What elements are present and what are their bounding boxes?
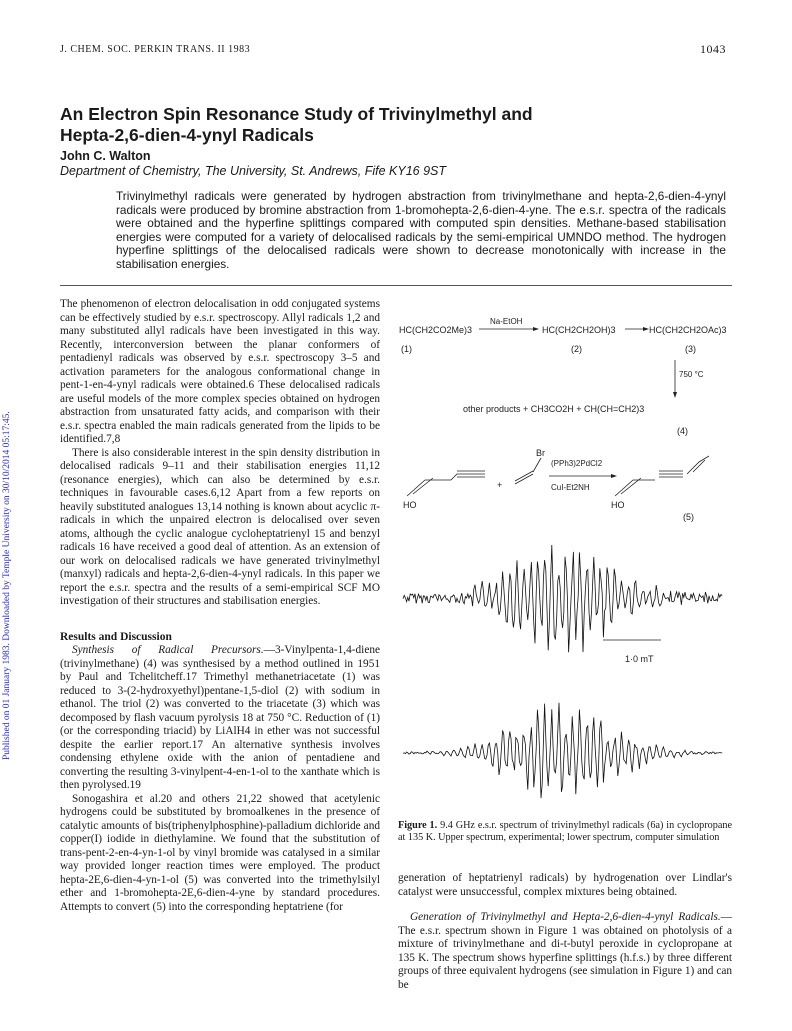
experimental-spectrum (403, 545, 722, 652)
esr-spectrum-figure (393, 538, 733, 808)
reaction-scheme (393, 308, 733, 538)
intro-paragraph-1: The phenomenon of electron delocalisation in odd conjugated systems can be effectively studied by e.s.r. spectroscopy. Allyl radicals 1,2 and many substituted allyl radicals have been investigated in this way. Recently, interconversion between the planar conformers of pentadienyl radicals was observed by e.s.r. spectroscopy 3–5 and activation parameters for the analogous conformational change in pent-1-en-4-ynyl radicals were obtained.6 These delocalised radicals are useful models of the more complex species obtained on hydrogen abstraction from unsaturated fatty acids, and comparison with their e.s.r. spectra enabled the main radicals generated from the lipids to be identified.7,8 (60, 298, 380, 445)
subheading-synthesis: Synthesis of Radical Precursors. (72, 644, 264, 656)
figure-caption-text: 9.4 GHz e.s.r. spectrum of trivinylmethyl radicals (6a) in cyclopropane at 135 K. Upper spectrum, experimental; lower spectrum, computer simulation (398, 820, 732, 843)
label-1: (1) (401, 344, 412, 354)
intro-paragraph-2: There is also considerable interest in the spin density distribution in delocalised radicals 9–11 and their stabilisation energies 11,12 (resonance energies), which can also be determined by e.s.r. techniques in favourable cases.6,12 Apart from a few reports on heavily substituted analogues 13,14 nothing is known about acyclic π-radicals in which the unpaired electron is delocalised over seven atoms, although the cyclic analogue cycloheptatrienyl 15 and benzyl radicals 16 have received a good deal of attention. As an extension of our work on delocalised radicals we have generated trivinylmethyl (manxyl) radicals and hepta-2,6-dien-4-ynyl radicals. In this paper we report the e.s.r. spectra and the results of a semi-empirical SCF MO investigation of their structures and stabilisation energies. (60, 446, 380, 607)
label-3: (3) (685, 344, 696, 354)
hydroxyl-1: HO (403, 500, 417, 510)
label-4: (4) (677, 426, 688, 436)
section-heading: Results and Discussion (60, 630, 172, 643)
affiliation: Department of Chemistry, The University, St. Andrews, Fife KY16 9ST (60, 164, 447, 178)
reagent-label: Na-EtOH (490, 317, 523, 326)
catalyst-1: (PPh3)2PdCl2 (551, 459, 603, 468)
arrow-head-4 (611, 474, 617, 478)
synthesis-text: —3-Vinylpenta-1,4-diene (trivinylmethane) (4) was synthesised by a method outlined in 1951 by Paul and Tchelitcheff.17 Trimethyl methanetriacetate (1) was reduced to 3-(2-hydroxyethyl)pentane-1,5-diol (2) with sodium in ethanol. The triol (2) was converted to the triacetate (3) which was decomposed by flash vacuum pyrolysis 18 at 750 °C. Reduction of (1) (or the corresponding triacid) by LiAlH4 in ether was not successful despite the earlier report.17 An alternative synthesis involves condensing ethylene oxide with the anion of pentadiene and converting the resulting 3-vinylpent-4-en-1-ol to the xanthate which is then pyrolysed.19 (60, 644, 380, 791)
vinyl-bromide (515, 458, 541, 484)
compound-3: HC(CH2CH2OAc)3 (649, 325, 727, 335)
hydrogenation-paragraph: generation of heptatrienyl radicals) by hydrogenation over Lindlar's catalyst were unsuccessful, complex mixtures being obtained. (398, 872, 732, 898)
download-notice[interactable]: Published on 01 January 1983. Downloaded by Temple University on 30/10/2014 05:17:45. (2, 411, 12, 760)
hydroxyl-2: HO (611, 500, 625, 510)
title-line-1: An Electron Spin Resonance Study of Trivinylmethyl and (60, 104, 533, 124)
arrow-head-3 (673, 392, 677, 398)
subheading-generation: Generation of Trivinylmethyl and Hepta-2,6-dien-4-ynyl Radicals. (410, 911, 721, 923)
pyrolysis-products: other products + CH3CO2H + CH(CH=CH2)3 (463, 404, 645, 414)
article-title (60, 104, 620, 146)
left-column (60, 298, 380, 914)
generation-text: —The e.s.r. spectrum shown in Figure 1 was obtained on photolysis of a mixture of trivinylmethane and di-t-butyl peroxide in cyclopropane at 135 K. The spectrum shows hyperfine splittings (h.f.s.) by three different groups of three equivalent hydrogens (see simulation in Figure 1) and can be (398, 911, 732, 991)
author: John C. Walton (60, 149, 151, 163)
figure-label: Figure 1. (398, 820, 438, 831)
compound-1: HC(CH2CO2Me)3 (399, 325, 473, 335)
plus-sign: + (497, 480, 503, 490)
label-5: (5) (683, 512, 694, 522)
synthesis-paragraph (60, 644, 380, 793)
compound-2: HC(CH2CH2OH)3 (542, 325, 616, 335)
compound-5-structure (615, 456, 709, 496)
journal-header: J. CHEM. SOC. PERKIN TRANS. II 1983 (60, 44, 251, 55)
bromine: Br (536, 448, 545, 458)
sonogashira-paragraph: Sonogashira et al.20 and others 21,22 showed that acetylenic hydrogens could be substituted by bromoalkenes in the presence of catalytic amounts of bis(triphenylphosphine)-palladium dichloride and copper(I) iodide in diethylamine. We found that the substitution of trans-pent-2-en-4-yn-1-ol by vinyl bromide was catalysed in a similar way provided longer reaction times were employed. The product hepta-2E,6-dien-4-yn-1-ol (5) was converted into the trimethylsilyl ether and 1-bromohepta-2E,6-dien-4-yne by standard procedures. Attempts to convert (5) into the corresponding heptatriene (for (60, 792, 380, 913)
simulated-spectrum (403, 703, 722, 798)
temperature: 750 °C (679, 370, 704, 379)
figure-caption (398, 820, 732, 844)
catalyst-2: CuI-Et2NH (551, 483, 590, 492)
generation-paragraph (398, 911, 732, 992)
abstract: Trivinylmethyl radicals were generated by hydrogen abstraction from trivinylmethane and hepta-2,6-dien-4-ynyl radicals were produced by bromine abstraction from 1-bromohepta-2,6-dien-4-yne. The e.s.r. spectra of the radicals were obtained and the hyperfine splittings compared with computed spin densities. Methane-based stabilisation energies were computed for a variety of delocalised radicals by the semi-empirical UMNDO method. The hydrogen hyperfine splittings of the delocalised radicals were shown to decrease monotonically with increase in the stabilisation energies. (116, 189, 726, 271)
right-column (398, 872, 732, 992)
divider (60, 285, 732, 286)
scale-label: 1·0 mT (625, 654, 654, 664)
title-line-2: Hepta-2,6-dien-4-ynyl Radicals (60, 125, 314, 145)
arrow-head-1 (533, 327, 539, 331)
label-2: (2) (571, 344, 582, 354)
pentenynol-structure (407, 471, 485, 496)
page-number: 1043 (700, 42, 726, 56)
